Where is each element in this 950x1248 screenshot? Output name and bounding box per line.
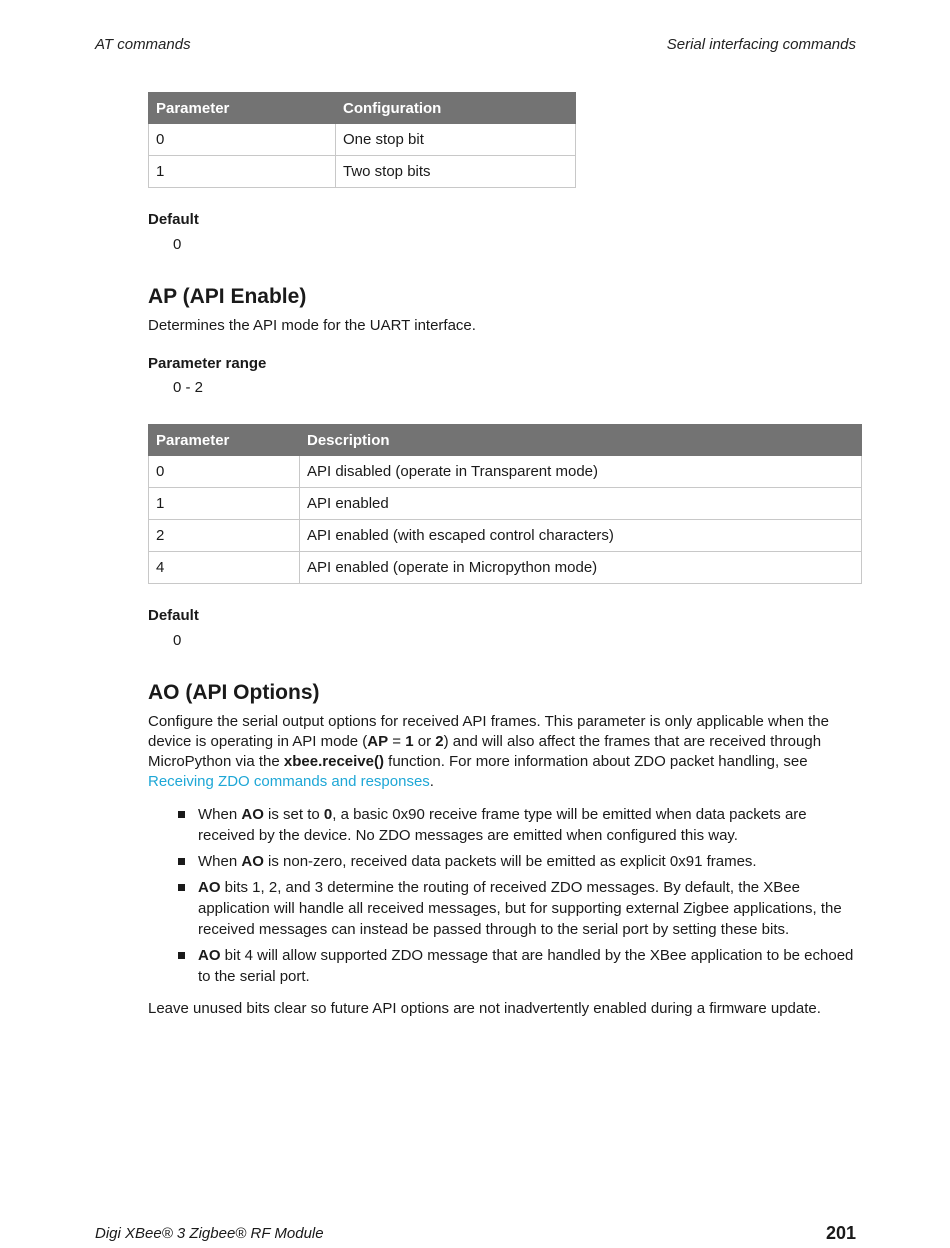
bold-run: AO [198, 947, 221, 964]
table-cell: API enabled (with escaped control characters) [300, 520, 862, 552]
table-header-row [149, 93, 576, 124]
text-run: is non-zero, received data packets will be emitted as explicit 0x91 frames. [263, 853, 757, 870]
table-cell: API disabled (operate in Transparent mode) [300, 456, 862, 488]
default-label: Default [148, 211, 199, 228]
ao-bullet-list [178, 804, 858, 992]
bold-run: AO [241, 806, 264, 823]
ap-description: Determines the API mode for the UART interface. [148, 317, 476, 334]
table-cell: 0 [149, 124, 336, 156]
text-run: bit 4 will allow supported ZDO message that are handled by the XBee application to be echoed to the serial port. [198, 947, 854, 985]
column-header: Parameter [149, 93, 336, 124]
table-row [149, 456, 862, 488]
column-header: Parameter [149, 425, 300, 456]
parameter-range-label: Parameter range [148, 355, 267, 372]
table-cell: API enabled (operate in Micropython mode) [300, 552, 862, 584]
text-run: . [429, 773, 434, 790]
api-mode-table [148, 424, 862, 584]
section-title-ap: AP (API Enable) [148, 285, 307, 308]
bold-run: AO [241, 853, 264, 870]
text-run: bits 1, 2, and 3 determine the routing of received ZDO messages. By default, the XBee application will handle all received messages, but for supporting external Zigbee applications, the received messages can instead be passed through to the serial port by setting these bits. [198, 879, 842, 938]
table-cell: 0 [149, 456, 300, 488]
bold-run: 0 [323, 806, 333, 823]
table-cell: Two stop bits [336, 156, 576, 188]
section-title-ao: AO (API Options) [148, 681, 320, 704]
default-value: 0 [173, 236, 182, 253]
table-row [149, 520, 862, 552]
running-header-right: Serial interfacing commands [666, 36, 856, 53]
bold-run: AP [367, 733, 389, 750]
text-run: When [198, 853, 242, 870]
bullet-square-icon [178, 858, 185, 865]
text-run: or [413, 733, 436, 750]
bold-run: 2 [435, 733, 444, 750]
bullet-square-icon [178, 811, 185, 818]
list-item [178, 804, 858, 846]
text-run: function. For more information about ZDO packet handling, see [383, 753, 808, 770]
table-cell: 1 [149, 156, 336, 188]
table-cell: One stop bit [336, 124, 576, 156]
ao-closing-paragraph: Leave unused bits clear so future API options are not inadvertently enabled during a firmware update. [148, 1000, 821, 1017]
text-run: = [388, 733, 406, 750]
table-row [149, 156, 576, 188]
table-cell: 4 [149, 552, 300, 584]
ao-intro-paragraph [148, 712, 864, 792]
list-item [178, 851, 858, 872]
table-row [149, 488, 862, 520]
zdo-commands-link[interactable]: Receiving ZDO commands and responses [148, 773, 430, 790]
default-label: Default [148, 607, 199, 624]
table-row [149, 124, 576, 156]
bold-run: 1 [405, 733, 414, 750]
column-header: Configuration [336, 93, 576, 124]
table-cell: 1 [149, 488, 300, 520]
text-run: , a basic 0x90 receive frame type will be emitted when data packets are received by the device. No ZDO messages are emitted when configured this way. [198, 806, 807, 844]
table-row [149, 552, 862, 584]
text-run: ) and will also affect the frames that are received through MicroPython via the [148, 733, 822, 770]
running-header-left: AT commands [95, 36, 191, 53]
bold-run: xbee.receive() [283, 753, 384, 770]
table-cell: API enabled [300, 488, 862, 520]
text-run: When [198, 806, 242, 823]
default-value: 0 [173, 632, 182, 649]
bullet-square-icon [178, 884, 185, 891]
column-header: Description [300, 425, 862, 456]
page-number: 201 [825, 1223, 856, 1243]
list-item [178, 877, 858, 940]
parameter-range-value: 0 - 2 [173, 379, 204, 396]
table-cell: 2 [149, 520, 300, 552]
footer-doc-title: Digi XBee® 3 Zigbee® RF Module [95, 1225, 324, 1242]
bold-run: AO [198, 879, 221, 896]
text-run: is set to [263, 806, 324, 823]
table-header-row [149, 425, 862, 456]
text-run: Configure the serial output options for received API frames. This parameter is only applicable when the device is operating in API mode ( [148, 713, 829, 750]
list-item [178, 945, 858, 987]
stop-bits-table [148, 92, 576, 188]
bullet-square-icon [178, 952, 185, 959]
